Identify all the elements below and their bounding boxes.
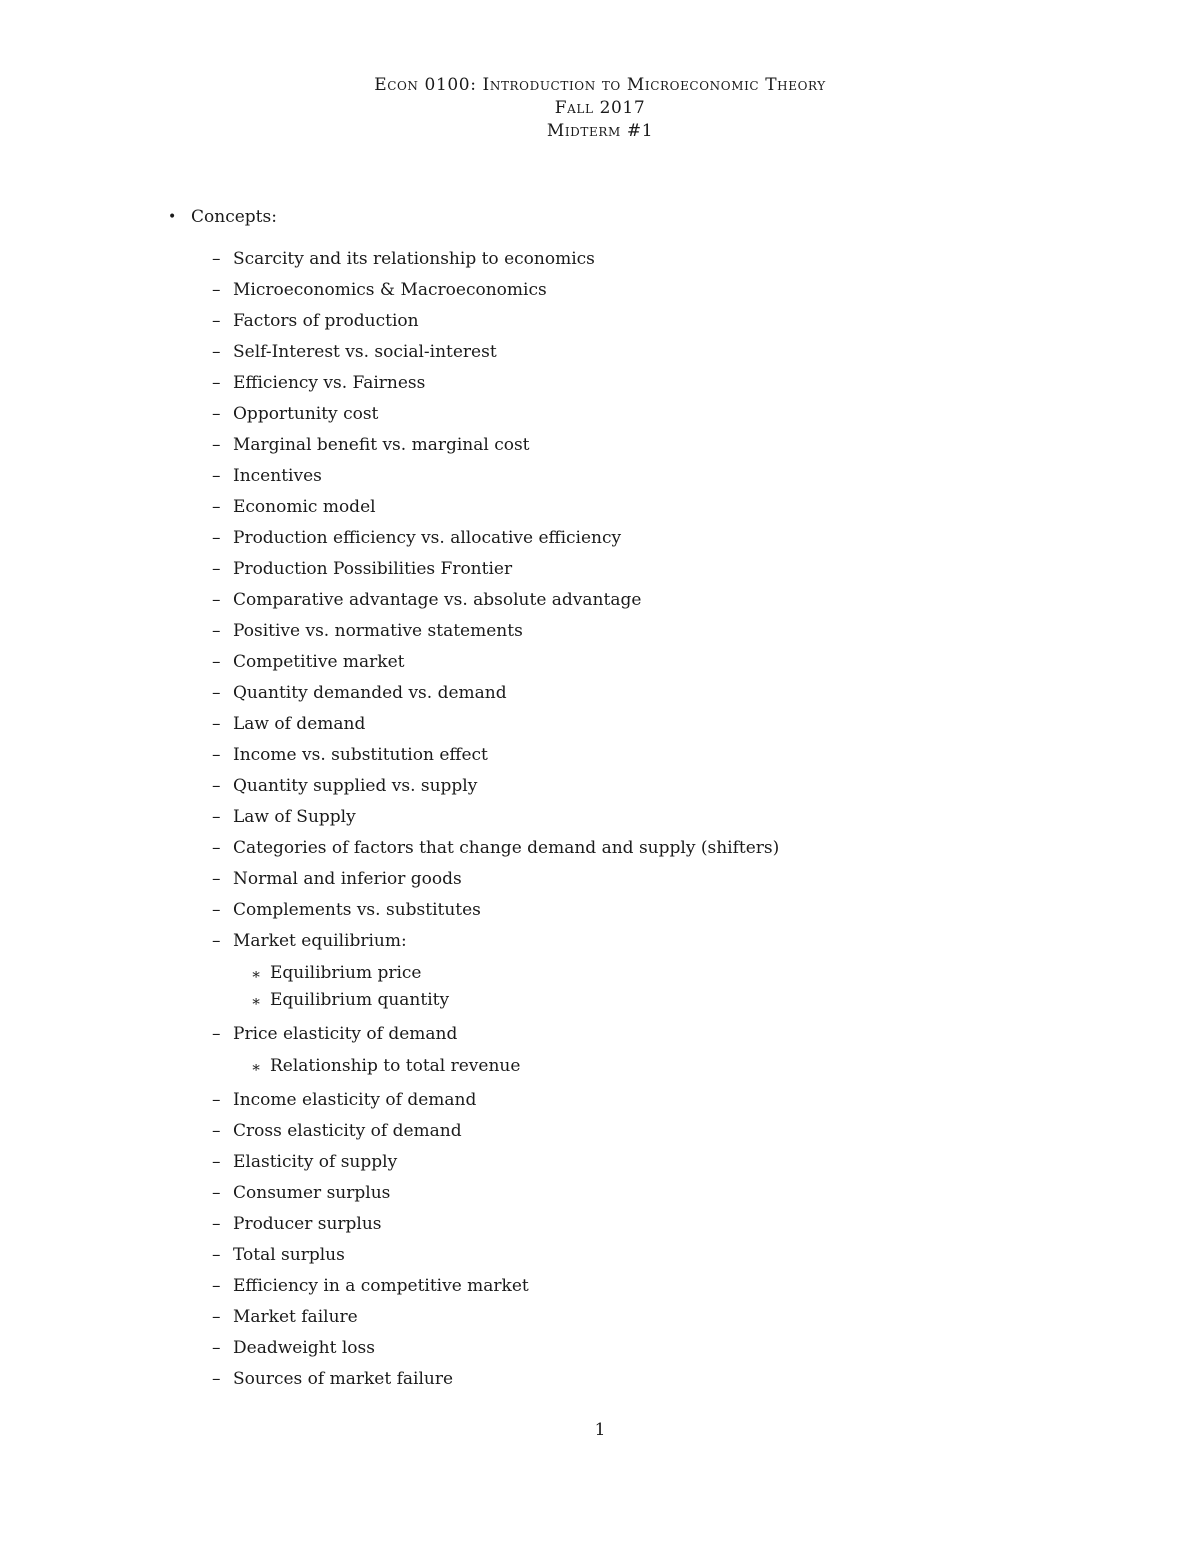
dash-glyph: – <box>212 1090 221 1110</box>
concept-label: Production Possibilities Frontier <box>233 559 513 579</box>
concept-item <box>168 1179 1068 1210</box>
star-glyph: ∗ <box>251 965 262 983</box>
star-glyph: ∗ <box>251 992 262 1010</box>
concept-label: Normal and inferior goods <box>233 869 462 889</box>
dash-glyph: – <box>212 869 221 889</box>
dash-glyph: – <box>212 528 221 548</box>
bullet-glyph: • <box>168 209 177 225</box>
concept-label: Marginal benefit vs. marginal cost <box>233 435 530 455</box>
concept-item <box>168 586 1068 617</box>
course-title: Econ 0100: Introduction to Microeconomic Theory <box>374 75 826 95</box>
concept-item <box>168 524 1068 555</box>
concept-label: Cross elasticity of demand <box>233 1121 462 1141</box>
dash-glyph: – <box>212 807 221 827</box>
dash-glyph: – <box>212 1369 221 1389</box>
concept-item <box>168 896 1068 927</box>
concept-label: Efficiency in a competitive market <box>233 1276 529 1296</box>
dash-glyph: – <box>212 1245 221 1265</box>
concepts-section <box>168 203 1068 1396</box>
dash-glyph: – <box>212 497 221 517</box>
dash-glyph: – <box>212 280 221 300</box>
concept-sublabel: Relationship to total revenue <box>270 1056 521 1076</box>
dash-glyph: – <box>212 466 221 486</box>
document-header <box>0 74 1200 143</box>
concept-label: Income vs. substitution effect <box>233 745 488 765</box>
concept-sublabel: Equilibrium price <box>270 963 422 983</box>
concept-label: Complements vs. substitutes <box>233 900 481 920</box>
concept-label: Self-Interest vs. social-interest <box>233 342 497 362</box>
concept-label: Comparative advantage vs. absolute advantage <box>233 590 642 610</box>
concept-label: Consumer surplus <box>233 1183 391 1203</box>
concept-label: Production efficiency vs. allocative efficiency <box>233 528 622 548</box>
concept-item <box>168 741 1068 772</box>
concept-item <box>168 431 1068 462</box>
concept-label: Income elasticity of demand <box>233 1090 477 1110</box>
dash-glyph: – <box>212 1214 221 1234</box>
concept-item <box>168 1148 1068 1179</box>
concept-label: Opportunity cost <box>233 404 379 424</box>
concept-item <box>168 338 1068 369</box>
concept-item <box>168 1272 1068 1303</box>
page-number: 1 <box>594 1420 606 1440</box>
dash-glyph: – <box>212 590 221 610</box>
concept-item <box>168 803 1068 834</box>
dash-glyph: – <box>212 652 221 672</box>
concept-label: Categories of factors that change demand and supply (shifters) <box>233 838 780 858</box>
concept-label: Incentives <box>233 466 322 486</box>
concept-label: Market failure <box>233 1307 358 1327</box>
concept-subitem <box>233 1053 1068 1080</box>
dash-glyph: – <box>212 1183 221 1203</box>
dash-glyph: – <box>212 311 221 331</box>
concept-item <box>168 1334 1068 1365</box>
concept-label: Elasticity of supply <box>233 1152 398 1172</box>
concept-label: Quantity demanded vs. demand <box>233 683 507 703</box>
concept-label: Total surplus <box>233 1245 345 1265</box>
concept-label: Deadweight loss <box>233 1338 375 1358</box>
dash-glyph: – <box>212 1121 221 1141</box>
dash-glyph: – <box>212 1307 221 1327</box>
concept-item <box>168 648 1068 679</box>
concept-label: Competitive market <box>233 652 405 672</box>
term: Fall 2017 <box>554 98 646 118</box>
concept-label: Scarcity and its relationship to economics <box>233 249 595 269</box>
dash-glyph: – <box>212 435 221 455</box>
concept-sublist <box>233 1053 1068 1080</box>
dash-glyph: – <box>212 621 221 641</box>
dash-glyph: – <box>212 745 221 765</box>
concept-sublist <box>233 960 1068 1014</box>
concept-subitem <box>233 987 1068 1014</box>
dash-glyph: – <box>212 404 221 424</box>
concept-item <box>168 1210 1068 1241</box>
dash-glyph: – <box>212 776 221 796</box>
dash-glyph: – <box>212 900 221 920</box>
concept-label: Economic model <box>233 497 376 517</box>
concept-item <box>168 493 1068 524</box>
concept-label: Market equilibrium: <box>233 931 407 951</box>
concept-label: Price elasticity of demand <box>233 1024 458 1044</box>
dash-glyph: – <box>212 559 221 579</box>
concept-item <box>168 555 1068 586</box>
dash-glyph: – <box>212 683 221 703</box>
dash-glyph: – <box>212 1152 221 1172</box>
dash-glyph: – <box>212 1338 221 1358</box>
concept-label: Sources of market failure <box>233 1369 454 1389</box>
exam-title: Midterm #1 <box>546 121 654 141</box>
concept-item <box>168 710 1068 741</box>
concept-label: Producer surplus <box>233 1214 382 1234</box>
concept-item <box>168 1303 1068 1334</box>
concept-sublabel: Equilibrium quantity <box>270 990 450 1010</box>
concept-item <box>168 679 1068 710</box>
concept-item <box>168 1086 1068 1117</box>
dash-glyph: – <box>212 373 221 393</box>
dash-glyph: – <box>212 1024 221 1044</box>
concept-item <box>168 834 1068 865</box>
concept-item <box>168 1117 1068 1148</box>
dash-glyph: – <box>212 1276 221 1296</box>
concept-item <box>168 462 1068 493</box>
concept-label: Positive vs. normative statements <box>233 621 523 641</box>
concept-item <box>168 617 1068 648</box>
concept-item <box>168 1365 1068 1396</box>
dash-glyph: – <box>212 838 221 858</box>
dash-glyph: – <box>212 714 221 734</box>
concept-label: Microeconomics & Macroeconomics <box>233 280 547 300</box>
concept-list <box>168 245 1068 1396</box>
concept-label: Law of demand <box>233 714 366 734</box>
concept-item <box>168 865 1068 896</box>
concepts-heading <box>168 203 1068 231</box>
dash-glyph: – <box>212 249 221 269</box>
concepts-label: Concepts: <box>191 207 277 227</box>
concept-item <box>168 307 1068 338</box>
concept-label: Efficiency vs. Fairness <box>233 373 426 393</box>
concept-label: Quantity supplied vs. supply <box>233 776 478 796</box>
concept-label: Factors of production <box>233 311 419 331</box>
star-glyph: ∗ <box>251 1058 262 1076</box>
concept-label: Law of Supply <box>233 807 356 827</box>
dash-glyph: – <box>212 342 221 362</box>
dash-glyph: – <box>212 931 221 951</box>
concept-item <box>168 369 1068 400</box>
concept-item <box>168 927 1068 1014</box>
concept-subitem <box>233 960 1068 987</box>
concept-item <box>168 400 1068 431</box>
concept-item <box>168 276 1068 307</box>
concept-item <box>168 1020 1068 1080</box>
concept-item <box>168 772 1068 803</box>
concept-item <box>168 245 1068 276</box>
concept-item <box>168 1241 1068 1272</box>
